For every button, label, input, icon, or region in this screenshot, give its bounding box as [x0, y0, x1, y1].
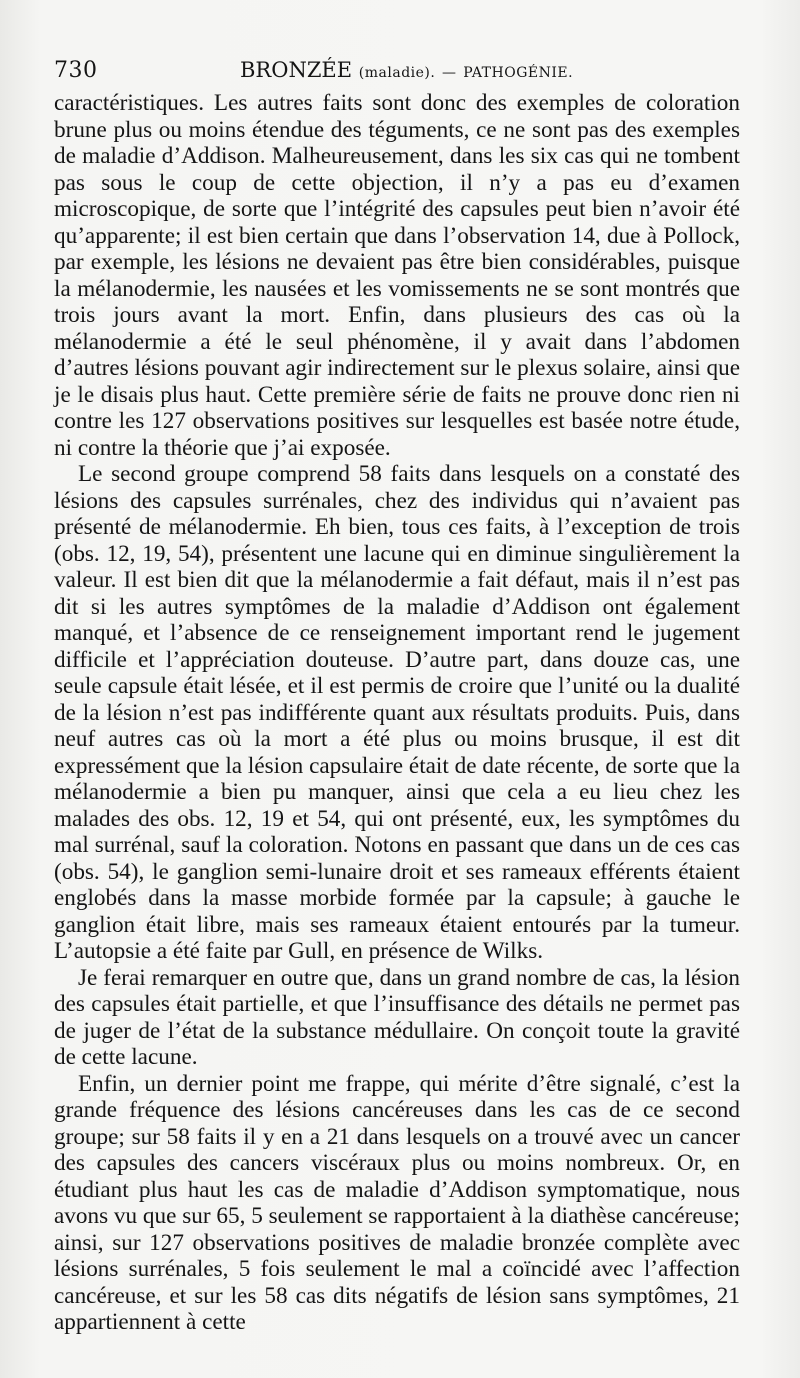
paragraph-3: Je ferai remarquer en outre que, dans un grand nombre de cas, la lésion des capsules était partielle, et que l’insuffisance des détails ne permet pas de juger de l’état de la substance médullaire. On conçoit toute la gravité de cette lacune. — [54, 964, 740, 1070]
page-number: 730 — [54, 58, 98, 83]
running-header — [54, 58, 740, 88]
paragraph-4: Enfin, un dernier point me frappe, qui mérite d’être signalé, c’est la grande fréquence des lésions cancéreuses dans les cas de ce second groupe; sur 58 faits il y en a 21 dans lesquels on a trouvé avec un cancer des capsules des cancers viscéraux plus ou moins nombreux. Or, en étudiant plus haut les cas de maladie d’Addison symptomatique, nous avons vu que sur 65, 5 seulement se rapportaient à la diathèse cancéreuse; ainsi, sur 127 observations positives de maladie bronzée complète avec lésions surrénales, 5 fois seulement le mal a coïncidé avec l’affection cancéreuse, et sur les 58 cas dits négatifs de lésion sans symptômes, 21 appartiennent à cette — [54, 1070, 740, 1335]
paragraph-1: caractéristiques. Les autres faits sont donc des exemples de coloration brune plus ou moins étendue des téguments, ce ne sont pas des exemples de maladie d’Addison. Malheureusement, dans les six cas qui ne tombent pas sous le coup de cette objection, il n’y a pas eu d’examen microscopique, de sorte que l’intégrité des capsules peut bien n’avoir été qu’apparente; il est bien certain que dans l’observation 14, due à Pollock, par exemple, les lésions ne devaient pas être bien considérables, puisque la mélanodermie, les nausées et les vomissements ne se sont montrés que trois jours avant la mort. Enfin, dans plusieurs des cas où la mélanodermie a été le seul phénomène, il y avait dans l’abdomen d’autres lésions pouvant agir indirectement sur le plexus solaire, ainsi que je le disais plus haut. Cette première série de faits ne prouve donc rien ni contre les 127 observations positives sur lesquelles est basée notre étude, ni contre la théorie que j’ai exposée. — [54, 90, 740, 461]
title-section: PATHOGÉNIE. — [463, 65, 574, 81]
paragraph-2: Le second groupe comprend 58 faits dans lesquels on a constaté des lésions des capsules surrénales, chez des individus qui n’avaient pas présenté de mélanodermie. Eh bien, tous ces faits, à l’exception de trois (obs. 12, 19, 54), présentent une lacune qui en diminue singulièrement la valeur. Il est bien dit que la mélanodermie a fait défaut, mais il n’est pas dit si les autres symptômes de la maladie d’Addison ont également manqué, et l’absence de ce renseignement important rend le jugement difficile et l’appréciation douteuse. D’autre part, dans douze cas, une seule capsule était lésée, et il est permis de croire que l’unité ou la dualité de la lésion n’est pas indifférente quant aux résultats produits. Puis, dans neuf autres cas où la mort a été plus ou moins brusque, il est dit expressément que la lésion capsulaire était de date récente, de sorte que la mélanodermie a bien pu manquer, ainsi que cela a eu lieu chez les malades des obs. 12, 19 et 54, qui ont présenté, eux, les symptômes du mal surrénal, sauf la coloration. Notons en passant que dans un de ces cas (obs. 54), le ganglion semi-lunaire droit et ses rameaux efférents étaient englobés dans la masse morbide formée par la capsule; à gauche le ganglion était libre, mais ses rameaux étaient entourés par la tumeur. L’autopsie a été faite par Gull, en présence de Wilks. — [54, 461, 740, 964]
title-paren: (maladie). — [358, 65, 436, 81]
title-main: BRONZÉE — [240, 58, 353, 82]
running-title — [240, 58, 573, 82]
title-separator: — — [442, 65, 457, 81]
body-text — [54, 90, 740, 1336]
